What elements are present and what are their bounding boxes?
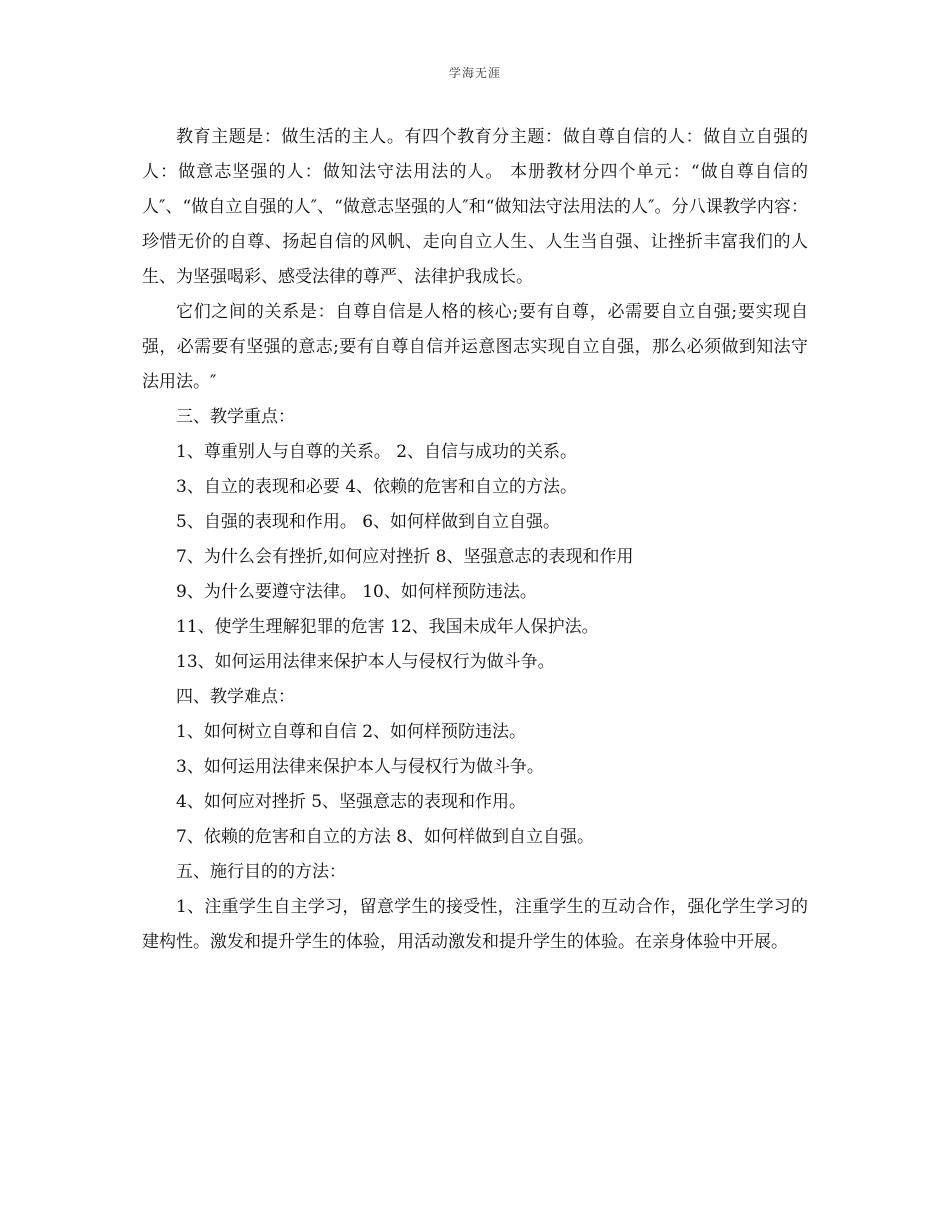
key-point-item: 7、为什么会有挫折,如何应对挫折 8、坚强意志的表现和作用 — [176, 547, 634, 567]
key-point-item: 11、使学生理解犯罪的危害 12、我国未成年人保护法。 — [176, 617, 599, 637]
key-point-item: 5、自强的表现和作用。 6、如何样做到自立自强。 — [176, 512, 561, 532]
key-point-item: 3、自立的表现和必要 4、依赖的危害和自立的方法。 — [176, 477, 578, 497]
paragraph-theme: 教育主题是：做生活的主人。有四个教育分主题：做自尊自信的人：做自立自强的人：做意志坚强的人：做知法守法用法的人。 本册教材分四个单元：“做自尊自信的人″、“做自立自强的人″、“做意志坚强的人″和“做知法守法用法的人″。分八课教学内容：珍惜无价的自尊、扬起自信的风帆、走向自立人生、人生当自强、让挫折丰富我们的人生、为坚强喝彩、感受法律的尊严、法律护我成长。 — [142, 127, 808, 287]
document-body — [142, 120, 808, 960]
key-point-item: 1、尊重别人与自尊的关系。 2、自信与成功的关系。 — [176, 442, 578, 462]
difficulty-item: 3、如何运用法律来保护本人与侵权行为做斗争。 — [176, 757, 544, 777]
page-header: 学海无涯 — [448, 66, 501, 80]
key-point-item: 13、如何运用法律来保护本人与侵权行为做斗争。 — [176, 652, 555, 672]
section-heading-difficulties: 四、教学难点： — [176, 687, 295, 707]
paragraph-relationship: 它们之间的关系是：自尊自信是人格的核心;要有自尊，必需要自立自强;要实现自强，必需要有坚强的意志;要有自尊自信并运意图志实现自立自强，那么必须做到知法守法用法。″ — [142, 302, 808, 392]
section-heading-methods: 五、施行目的的方法： — [176, 862, 346, 882]
difficulty-item: 7、依赖的危害和自立的方法 8、如何样做到自立自强。 — [176, 827, 595, 847]
section-heading-key-points: 三、教学重点： — [176, 407, 295, 427]
difficulty-item: 1、如何树立自尊和自信 2、如何样预防违法。 — [176, 722, 527, 742]
key-point-item: 9、为什么要遵守法律。 10、如何样预防违法。 — [176, 582, 537, 602]
difficulty-item: 4、如何应对挫折 5、坚强意志的表现和作用。 — [176, 792, 527, 812]
method-paragraph: 1、注重学生自主学习，留意学生的接受性，注重学生的互动合作，强化学生学习的建构性。激发和提升学生的体验，用活动激发和提升学生的体验。在亲身体验中开展。 — [142, 897, 808, 952]
